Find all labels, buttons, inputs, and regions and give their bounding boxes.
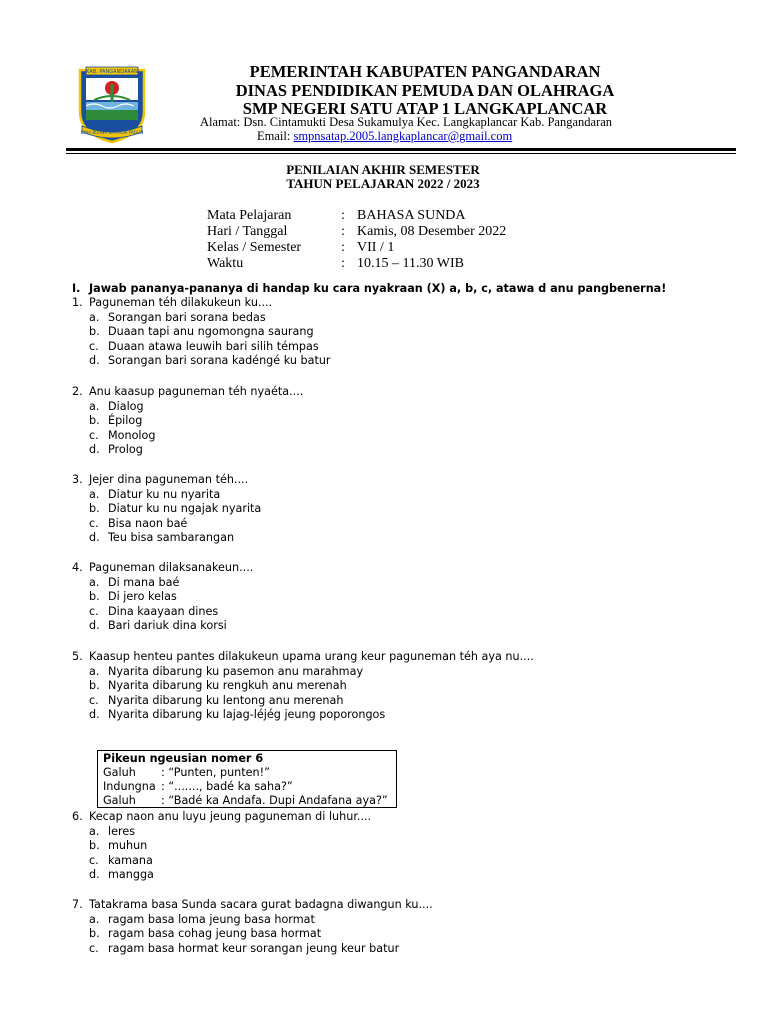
option-text: Duaan tapi anu ngomongna saurang [108, 325, 314, 338]
question-7 [72, 898, 732, 956]
option-letter: c. [89, 941, 99, 955]
question-number: 4. [72, 561, 83, 574]
letterhead-department: DINAS PENDIDIKAN PEMUDA DAN OLAHRAGA [235, 81, 615, 100]
question-5 [72, 650, 732, 723]
question-stem [72, 810, 732, 825]
option-c[interactable] [72, 694, 732, 709]
option-letter: a. [89, 399, 100, 413]
exam-year: TAHUN PELAJARAN 2022 / 2023 [286, 176, 480, 191]
info-row-class [207, 240, 506, 256]
option-text: Prolog [108, 443, 143, 456]
logo-top-text: KAB. PANGANDARAN [86, 69, 138, 75]
question-text: Paguneman dilaksanakeun.... [89, 561, 254, 574]
option-letter: c. [89, 693, 99, 707]
option-a[interactable] [72, 488, 732, 503]
option-text: Bisa naon baé [108, 516, 188, 530]
option-d[interactable] [72, 708, 732, 723]
dialog-text: : “Punten, punten!” [161, 766, 270, 779]
section-instruction [72, 281, 666, 296]
question-text: Anu kaasup paguneman téh nyaéta.... [89, 385, 304, 398]
letterhead-school: SMP NEGERI SATU ATAP 1 LANGKAPLANCAR [242, 99, 608, 118]
option-letter: b. [89, 590, 100, 603]
dialog-speaker: Galuh [103, 794, 136, 807]
option-letter: b. [89, 414, 100, 427]
exam-title: PENILAIAN AKHIR SEMESTER [286, 162, 480, 177]
letterhead-email-line [257, 129, 512, 143]
dialog-line [103, 780, 391, 794]
email-label: Email: [257, 129, 294, 143]
question-number: 3. [72, 473, 83, 486]
question-6 [72, 810, 732, 883]
dialog-speaker: Galuh [103, 766, 136, 779]
question-stem [72, 473, 732, 488]
option-c[interactable] [72, 429, 732, 444]
question-stem [72, 898, 732, 913]
option-b[interactable] [72, 325, 732, 340]
option-d[interactable] [72, 619, 732, 634]
option-text: Dialog [108, 399, 144, 413]
option-letter: c. [89, 428, 99, 442]
info-colon: : [341, 256, 345, 271]
option-letter: d. [89, 443, 100, 456]
option-c[interactable] [72, 340, 732, 355]
option-text: mangga [108, 868, 154, 881]
option-b[interactable] [72, 502, 732, 517]
question-text: Tatakrama basa Sunda sacara gurat badagna diwangun ku.... [89, 898, 433, 911]
option-b[interactable] [72, 927, 732, 942]
question-2 [72, 385, 732, 458]
option-text: Di jero kelas [108, 590, 177, 603]
info-label: Hari / Tanggal [207, 224, 288, 239]
option-text: ragam basa cohag jeung basa hormat [108, 927, 322, 940]
option-text: Nyarita dibarung ku pasemon anu marahmay [108, 664, 364, 678]
option-letter: a. [89, 824, 100, 838]
question-text: Paguneman téh dilakukeun ku.... [89, 296, 273, 309]
option-letter: d. [89, 354, 100, 367]
info-label: Waktu [207, 256, 244, 271]
dialog-speaker: Indungna [103, 780, 156, 793]
option-text: Diatur ku nu nyarita [108, 487, 221, 501]
question-text: Kaasup henteu pantes dilakukeun upama urang keur paguneman téh aya nu.... [89, 650, 534, 663]
info-value: Kamis, 08 Desember 2022 [357, 224, 507, 239]
option-c[interactable] [72, 517, 732, 532]
option-text: Nyarita dibarung ku lentong anu merenah [108, 693, 344, 707]
option-letter: a. [89, 912, 100, 926]
question-1 [72, 296, 732, 369]
question-text: Jejer dina paguneman téh.... [89, 473, 249, 486]
option-letter: b. [89, 325, 100, 338]
option-text: muhun [108, 839, 148, 852]
section-number: I. [72, 282, 81, 295]
regency-logo [72, 64, 152, 144]
option-c[interactable] [72, 854, 732, 869]
option-text: Di mana baé [108, 575, 180, 589]
letterhead-rule-thin [66, 153, 736, 154]
letterhead-address: Alamat: Dsn. Cintamukti Desa Sukamulya Kec. Langkaplancar Kab. Pangandaran [200, 115, 613, 129]
option-letter: b. [89, 927, 100, 940]
option-text: Dina kaayaan dines [108, 604, 219, 618]
info-value: 10.15 – 11.30 WIB [357, 256, 464, 271]
option-a[interactable] [72, 913, 732, 928]
info-value: BAHASA SUNDA [357, 208, 466, 223]
option-text: Monolog [108, 428, 156, 442]
option-text: ragam basa hormat keur sorangan jeung keur batur [108, 941, 400, 955]
option-a[interactable] [72, 311, 732, 326]
option-text: Teu bisa sambarangan [108, 531, 235, 544]
option-a[interactable] [72, 400, 732, 415]
option-letter: d. [89, 868, 100, 881]
info-label: Kelas / Semester [207, 240, 302, 255]
dialog-text: : “Badé ka Andafa. Dupi Andafana aya?” [161, 794, 388, 807]
option-letter: a. [89, 310, 100, 324]
option-letter: d. [89, 531, 100, 544]
option-d[interactable] [72, 443, 732, 458]
dialog-line [103, 794, 391, 808]
option-text: Nyarita dibarung ku lajag-léjég jeung poporongos [108, 708, 386, 721]
option-b[interactable] [72, 679, 732, 694]
question-4 [72, 561, 732, 634]
option-a[interactable] [72, 825, 732, 840]
question-3 [72, 473, 732, 546]
option-text: Diatur ku nu ngajak nyarita [108, 502, 262, 515]
option-c[interactable] [72, 605, 732, 620]
logo-bottom-text: DINA BUANA BAHAGIA PAGUN [80, 130, 144, 135]
question-number: 1. [72, 296, 83, 309]
letterhead-government: PEMERINTAH KABUPATEN PANGANDARAN [249, 62, 601, 81]
dialog-box [97, 750, 397, 808]
info-row-time [207, 256, 506, 272]
option-text: Sorangan bari sorana bedas [108, 310, 266, 324]
option-text: leres [108, 824, 136, 838]
letterhead-rule-thick [66, 148, 736, 151]
question-stem [72, 296, 732, 311]
option-letter: c. [89, 339, 99, 353]
option-d[interactable] [72, 531, 732, 546]
option-b[interactable] [72, 590, 732, 605]
option-d[interactable] [72, 354, 732, 369]
info-row-date [207, 224, 506, 240]
option-letter: a. [89, 664, 100, 678]
dialog-text: : “......., badé ka saha?” [161, 780, 293, 793]
question-number: 7. [72, 898, 83, 911]
option-letter: b. [89, 502, 100, 515]
option-text: Épilog [108, 414, 143, 427]
option-text: Nyarita dibarung ku rengkuh anu merenah [108, 679, 347, 692]
info-row-subject [207, 208, 506, 224]
option-letter: b. [89, 679, 100, 692]
info-colon: : [341, 224, 345, 239]
option-letter: c. [89, 516, 99, 530]
option-letter: a. [89, 575, 100, 589]
exam-info-table [207, 208, 506, 272]
option-b[interactable] [72, 839, 732, 854]
option-c[interactable] [72, 942, 732, 957]
option-b[interactable] [72, 414, 732, 429]
question-stem [72, 561, 732, 576]
dialog-line [103, 766, 391, 780]
option-text: Bari dariuk dina korsi [108, 619, 227, 632]
option-letter: c. [89, 853, 99, 867]
option-letter: a. [89, 487, 100, 501]
question-number: 2. [72, 385, 83, 398]
option-a[interactable] [72, 665, 732, 680]
option-a[interactable] [72, 576, 732, 591]
question-text: Kecap naon anu luyu jeung paguneman di luhur.... [89, 810, 372, 823]
option-text: kamana [108, 853, 153, 867]
option-letter: d. [89, 619, 100, 632]
dialog-box-title: Pikeun ngeusian nomer 6 [103, 752, 264, 765]
info-colon: : [341, 208, 345, 223]
question-number: 5. [72, 650, 83, 663]
question-number: 6. [72, 810, 83, 823]
info-label: Mata Pelajaran [207, 208, 292, 223]
info-colon: : [341, 240, 345, 255]
option-text: Duaan atawa leuwih bari silih témpas [108, 339, 319, 353]
question-stem [72, 385, 732, 400]
info-value: VII / 1 [357, 240, 395, 255]
option-letter: c. [89, 604, 99, 618]
option-text: ragam basa loma jeung basa hormat [108, 912, 315, 926]
instruction-text: Jawab pananya-pananya di handap ku cara nyakraan (X) a, b, c, atawa d anu pangbenerna! [89, 282, 667, 295]
question-stem [72, 650, 732, 665]
option-d[interactable] [72, 868, 732, 883]
option-text: Sorangan bari sorana kadéngé ku batur [108, 354, 331, 367]
option-letter: d. [89, 708, 100, 721]
option-letter: b. [89, 839, 100, 852]
email-link[interactable]: smpnsatap.2005.langkaplancar@gmail.com [293, 129, 513, 143]
